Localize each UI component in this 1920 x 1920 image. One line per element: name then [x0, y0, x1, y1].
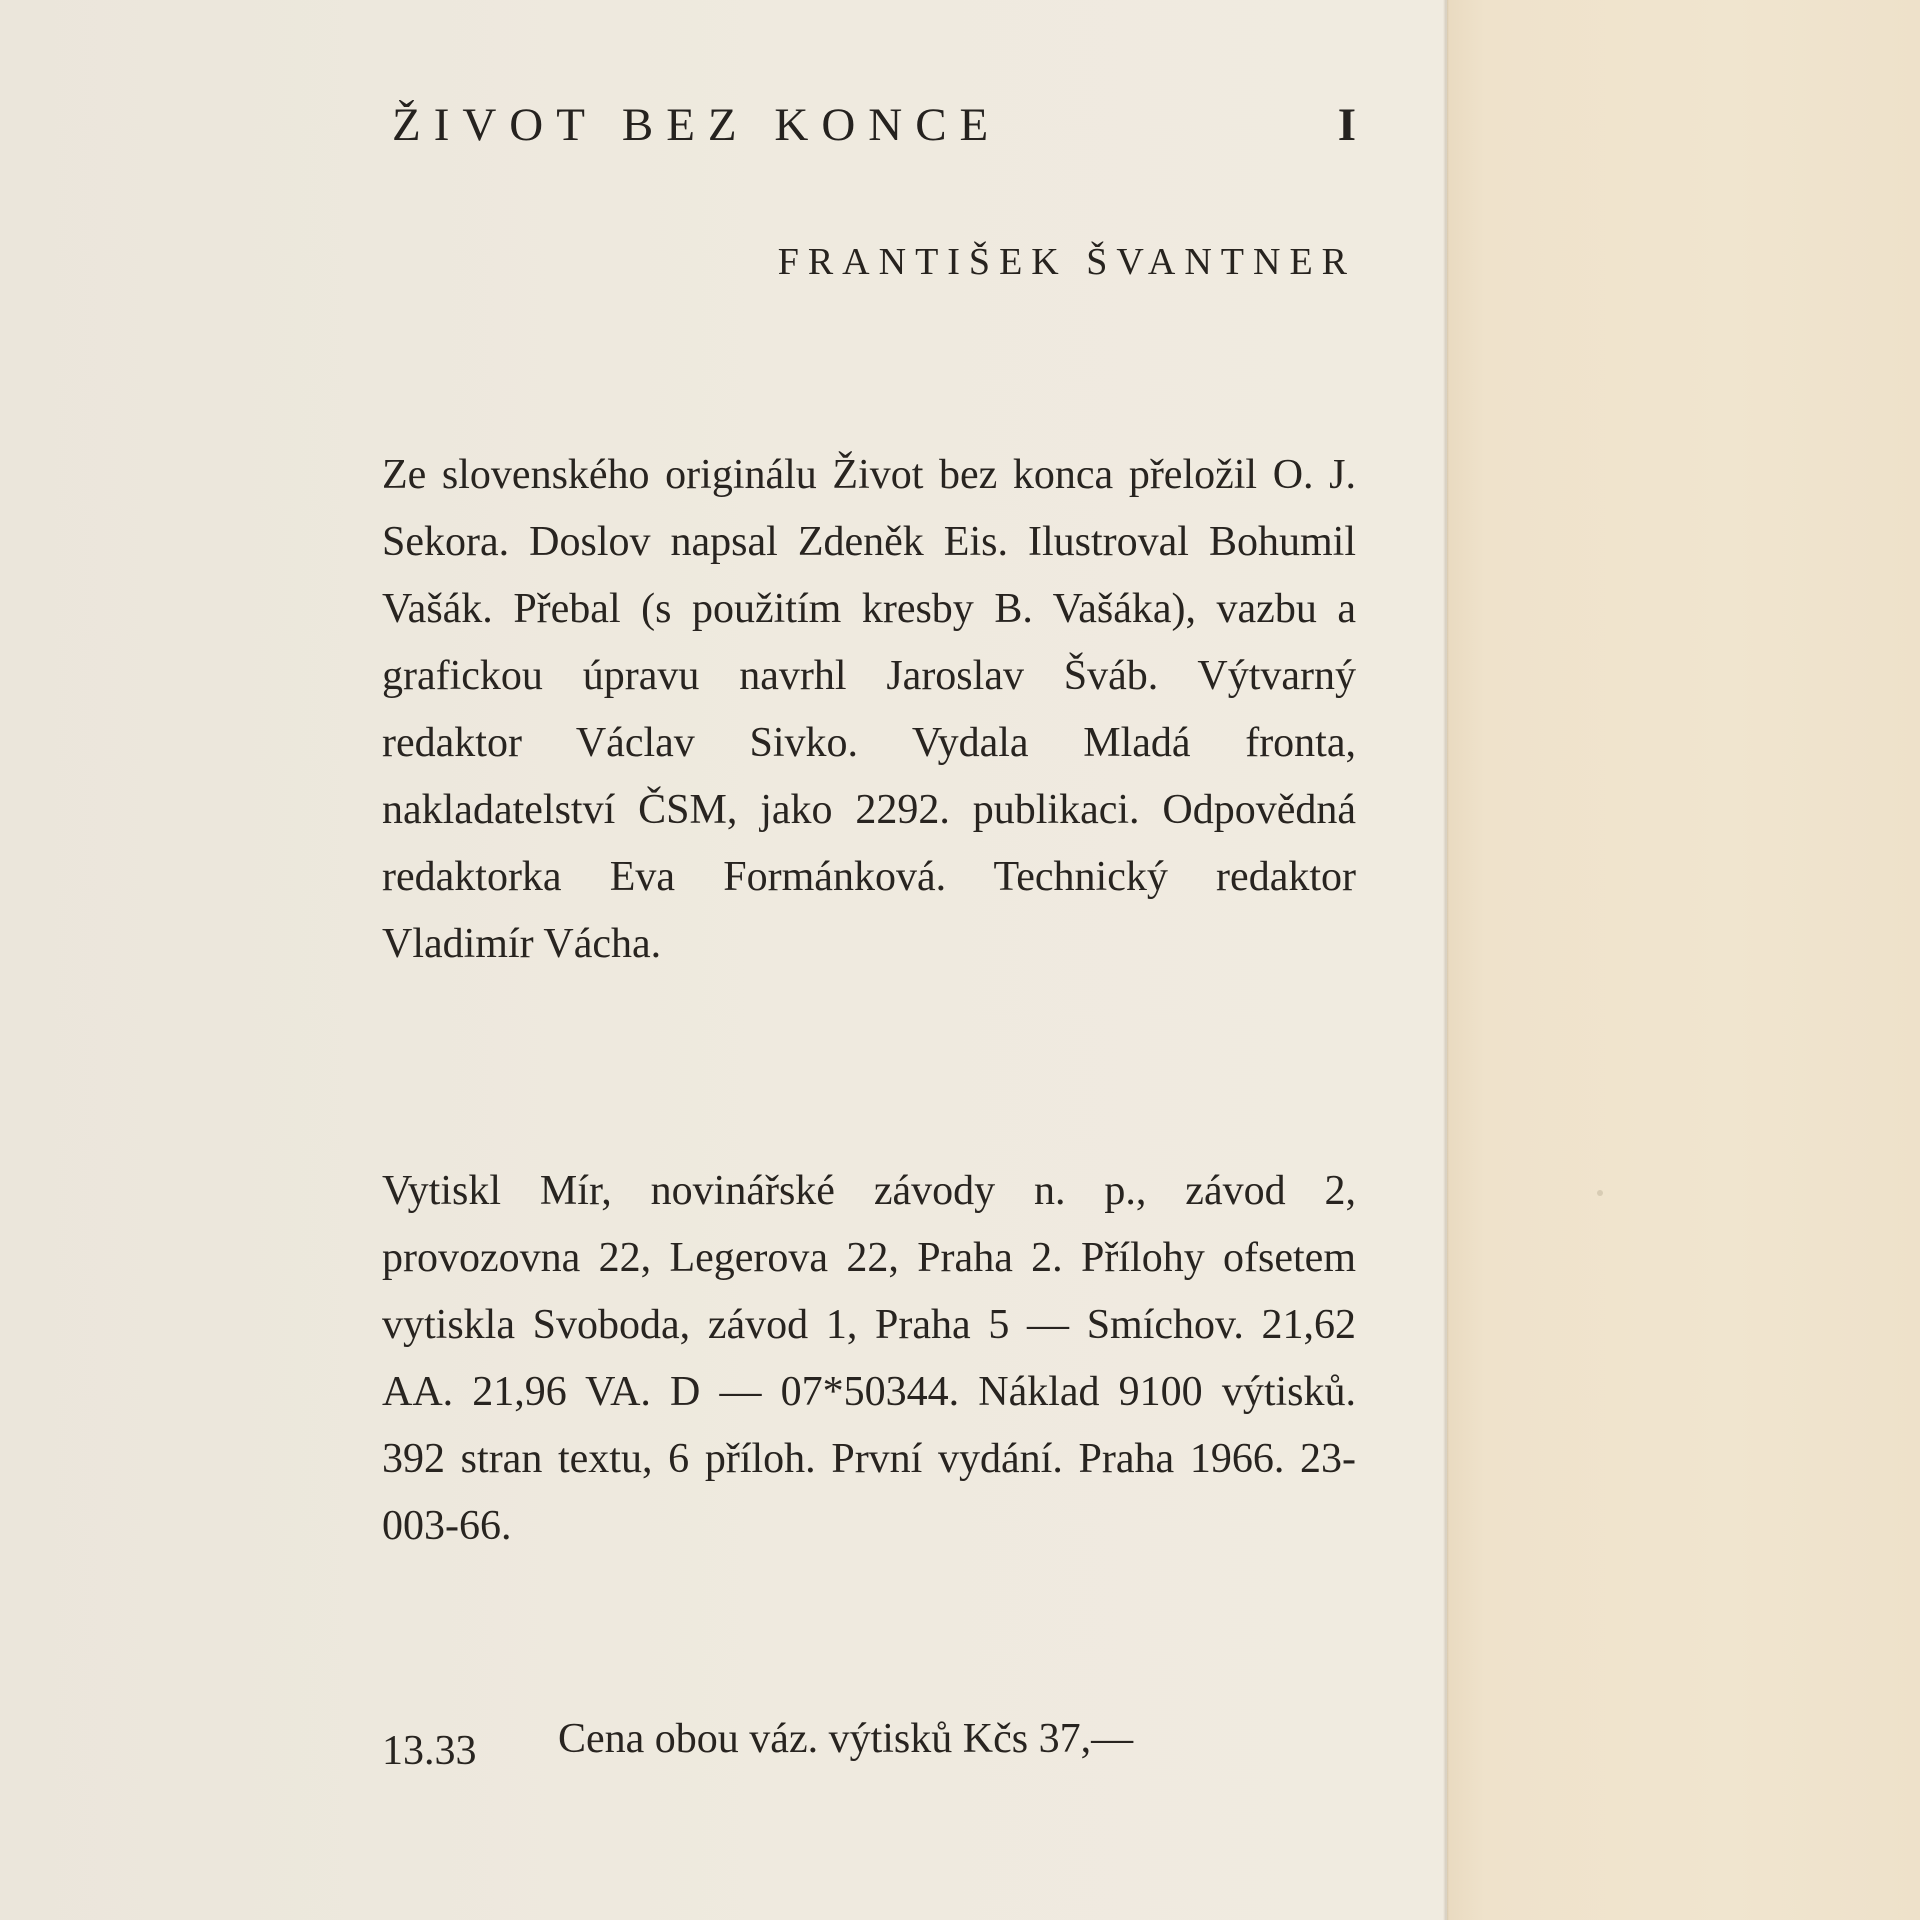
page-header — [392, 98, 1356, 158]
book-title: ŽIVOT BEZ KONCE — [392, 99, 1002, 151]
volume-number: I — [1337, 99, 1356, 151]
credits-paragraph: Ze slovenského originálu Život bez konca přeložil O. J. Sekora. Doslov napsal Zdeněk Eis. Ilustroval Bohumil Vašák. Přebal (s použitím kresby B. Vašáka), vazbu a grafickou úpravu navrhl Jaroslav Šváb. Výtvarný redaktor Václav Sivko. Vydala Mladá fronta, nakladatelství ČSM, jako 2292. publikaci. Odpovědná redaktorka Eva Formánková. Technický redaktor Vladimír Vácha. — [382, 452, 1356, 967]
right-page — [1447, 0, 1920, 1920]
price-code: 13.33 — [382, 1728, 477, 1774]
page-edge — [1443, 0, 1449, 1920]
price-text: Cena obou váz. výtisků Kčs 37,— — [558, 1716, 1134, 1762]
author-name: FRANTIŠEK ŠVANTNER — [777, 241, 1356, 283]
printing-paragraph: Vytiskl Mír, novinářské závody n. p., závod 2, provozovna 22, Legerova 22, Praha 2. Přílohy ofsetem vytiskla Svoboda, závod 1, Praha 5 — Smíchov. 21,62 AA. 21,96 VA. D — 07*50344. Náklad 9100 výtisků. 392 stran textu, 6 příloh. První vydání. Praha 1966. 23-003-66. — [382, 1168, 1356, 1549]
paper-speck — [1597, 1190, 1603, 1196]
price-line — [382, 1706, 1356, 1773]
